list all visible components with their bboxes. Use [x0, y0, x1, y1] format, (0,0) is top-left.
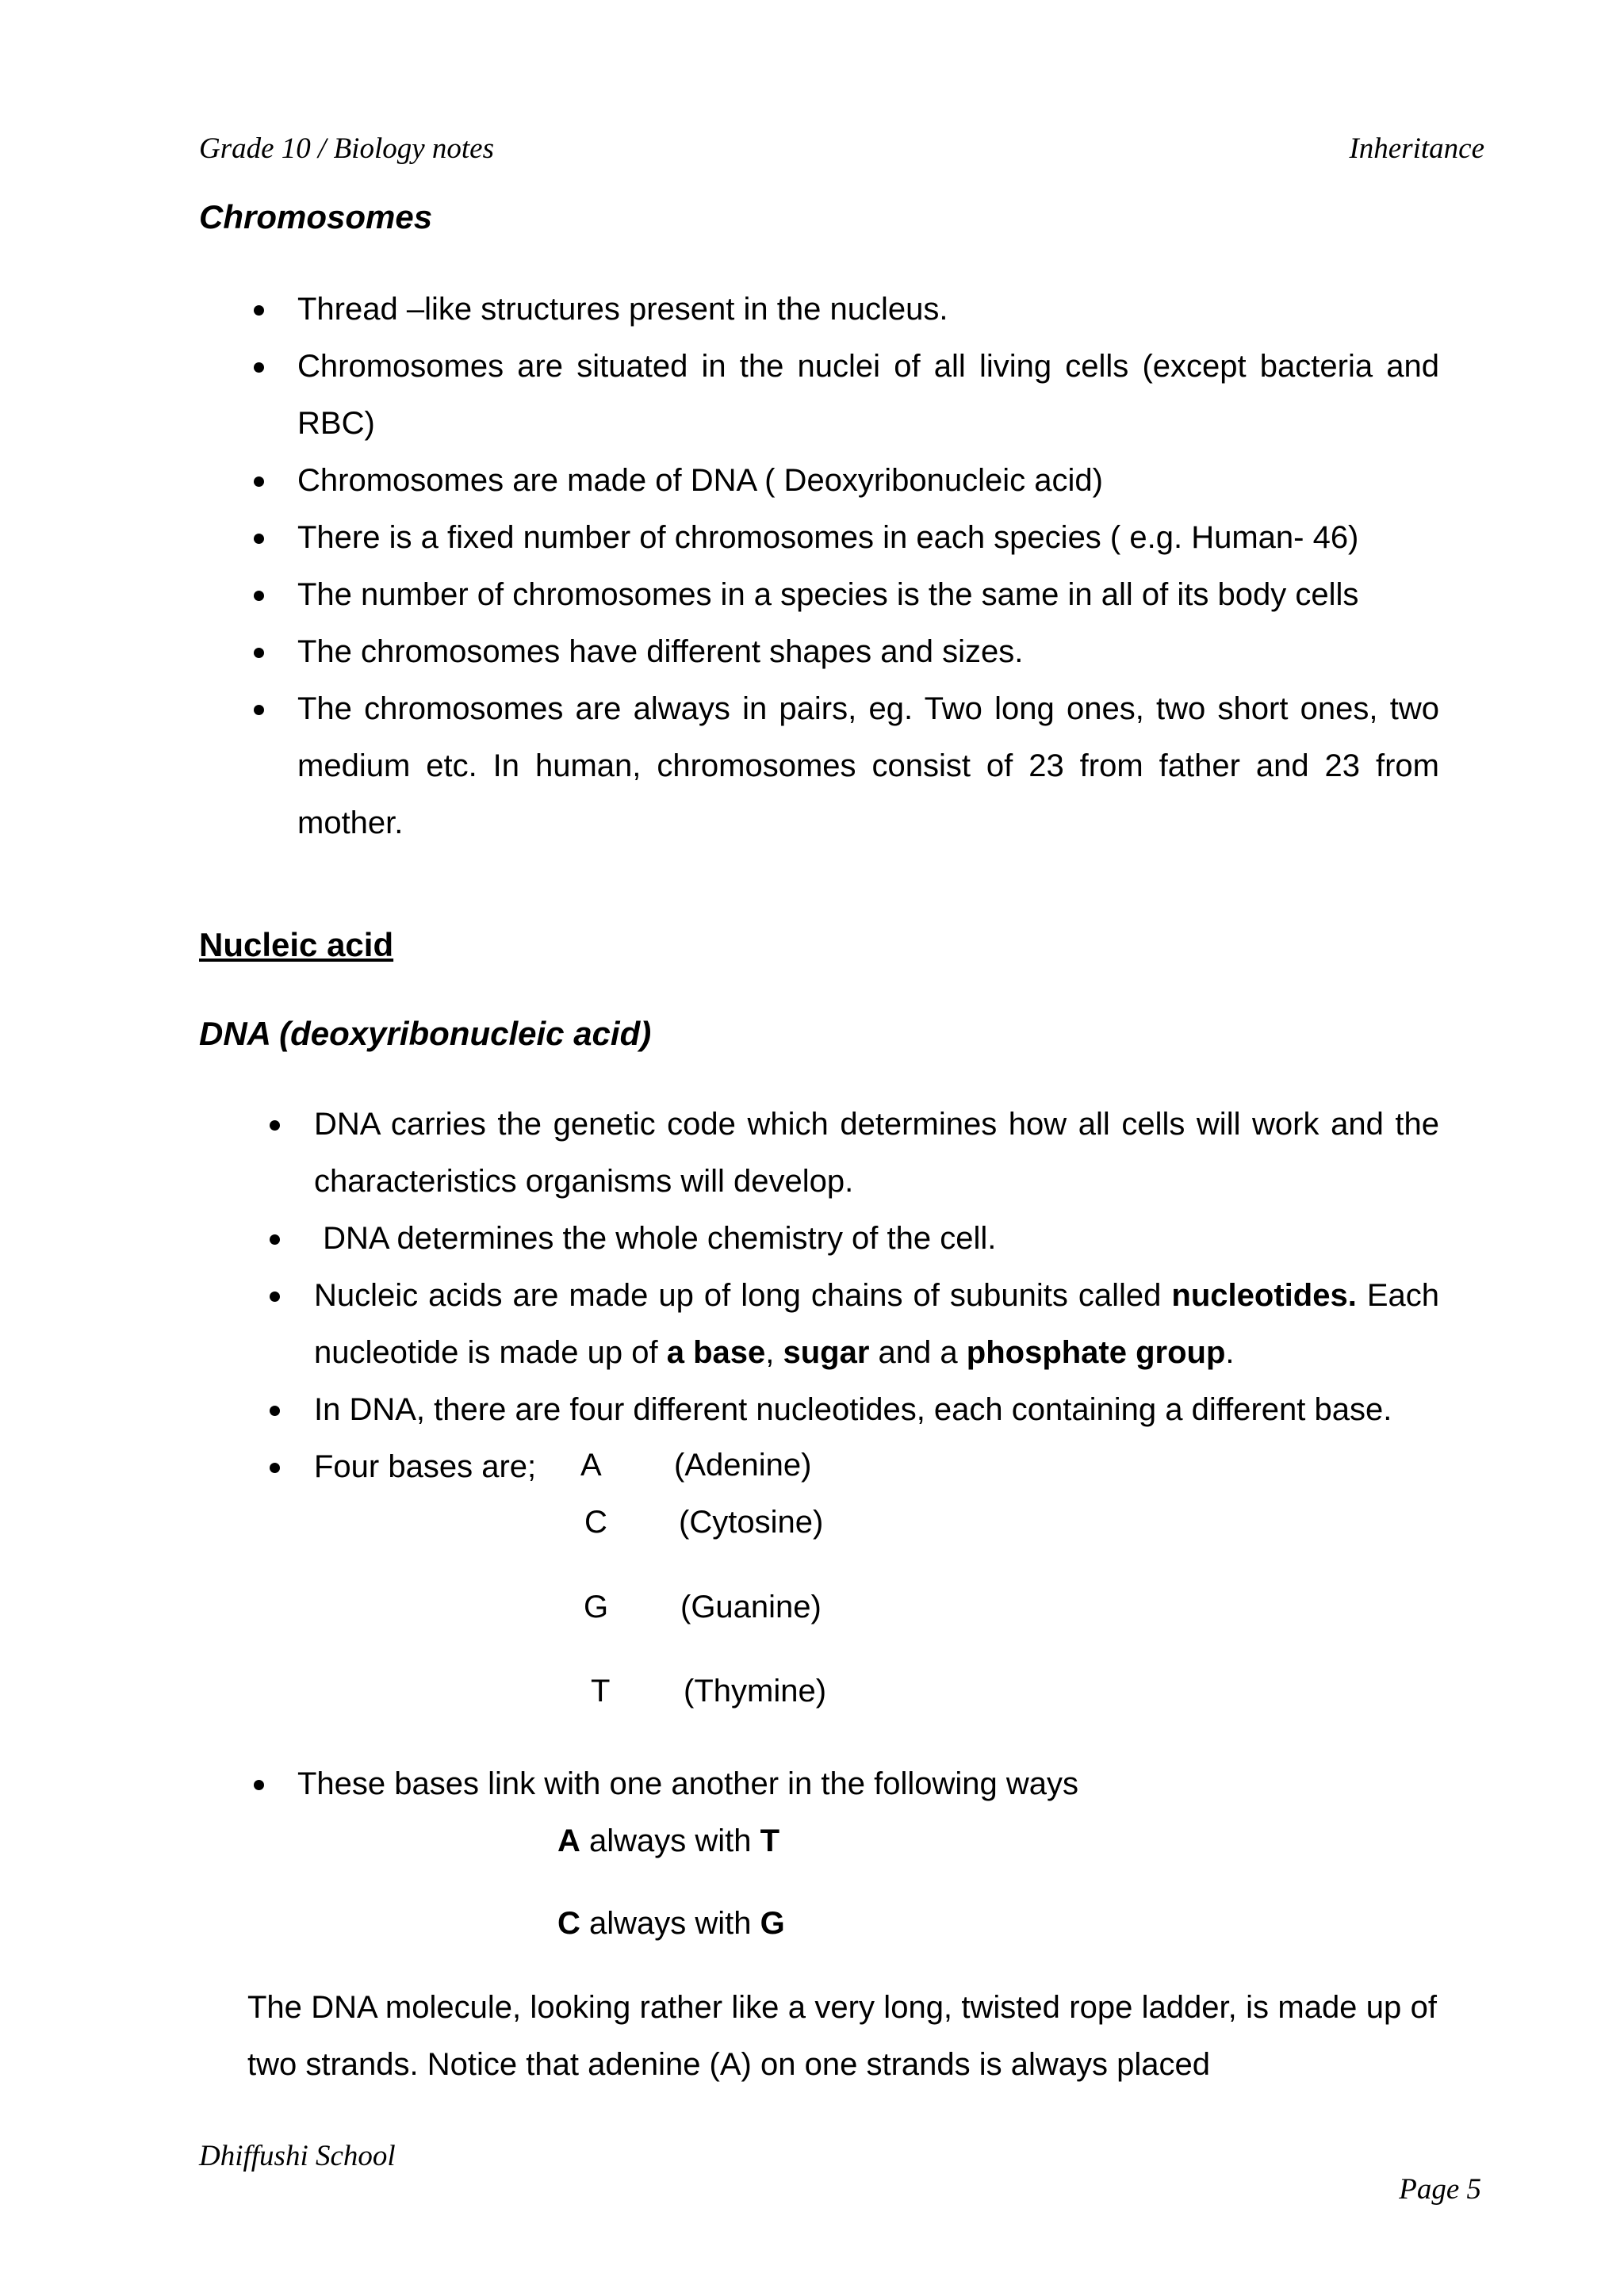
bullet-icon [270, 1234, 280, 1245]
bullet-icon [254, 305, 264, 316]
bullet-icon [254, 591, 264, 601]
pair-a-t: A always with T [557, 1823, 780, 1858]
base-name-guanine: (Guanine) [680, 1590, 822, 1624]
footer-school: Dhiffushi School [199, 2140, 396, 2172]
list-item: The number of chromosomes in a species is the same in all of its body cells [297, 566, 1439, 623]
list-item: In DNA, there are four different nucleotides, each containing a different base. [314, 1381, 1439, 1438]
bullet-icon [270, 1406, 280, 1416]
base-letter-a: A [580, 1448, 602, 1483]
chromosomes-list [297, 281, 1439, 851]
header-course: Grade 10 / Biology notes [199, 132, 495, 165]
list-item: Four bases are; [314, 1438, 1439, 1495]
list-item: DNA carries the genetic code which determines how all cells will work and the characteristics organisms will develop. [314, 1096, 1439, 1210]
bullet-icon [254, 648, 264, 658]
base-name-adenine: (Adenine) [674, 1448, 812, 1483]
link-list [297, 1755, 1439, 1812]
base-name-cytosine: (Cytosine) [679, 1505, 824, 1540]
chromosomes-heading: Chromosomes [199, 198, 433, 235]
base-letter-t: T [591, 1674, 611, 1709]
bullet-icon [254, 362, 264, 373]
dna-heading: DNA (deoxyribonucleic acid) [199, 1015, 652, 1052]
nucleic-acid-heading: Nucleic acid [199, 926, 394, 963]
pair-c-g: C always with G [557, 1906, 785, 1941]
bullet-icon [254, 705, 264, 715]
page-number: Page 5 [1399, 2173, 1481, 2206]
base-letter-g: G [584, 1590, 609, 1624]
base-letter-c: C [584, 1505, 607, 1540]
header-topic: Inheritance [1349, 132, 1484, 165]
list-item: The chromosomes are always in pairs, eg. Two long ones, two short ones, two medium etc. In human, chromosomes consist of 23 from father and 23 from mother. [297, 680, 1439, 851]
list-item: Chromosomes are made of DNA ( Deoxyribonucleic acid) [297, 452, 1439, 509]
list-item: There is a fixed number of chromosomes in each species ( e.g. Human- 46) [297, 509, 1439, 566]
base-name-thymine: (Thymine) [684, 1674, 827, 1709]
bullet-icon [270, 1463, 280, 1473]
list-item: Thread –like structures present in the nucleus. [297, 281, 1439, 338]
bullet-icon [254, 476, 264, 487]
list-item: Nucleic acids are made up of long chains of subunits called nucleotides. Each nucleotide is made up of a base, sugar and a phosphate group. [314, 1267, 1439, 1381]
bullet-icon [254, 534, 264, 544]
bullet-icon [270, 1120, 280, 1131]
list-item: DNA determines the whole chemistry of the cell. [314, 1210, 1439, 1267]
list-item: The chromosomes have different shapes and sizes. [297, 623, 1439, 680]
dna-paragraph: The DNA molecule, looking rather like a very long, twisted rope ladder, is made up of two strands. Notice that adenine (A) on one strands is always placed [247, 1990, 1437, 2082]
list-item: These bases link with one another in the following ways [297, 1755, 1439, 1812]
dna-list [314, 1096, 1439, 1495]
bullet-icon [270, 1292, 280, 1302]
bullet-icon [254, 1780, 264, 1790]
list-item: Chromosomes are situated in the nuclei of all living cells (except bacteria and RBC) [297, 338, 1439, 452]
